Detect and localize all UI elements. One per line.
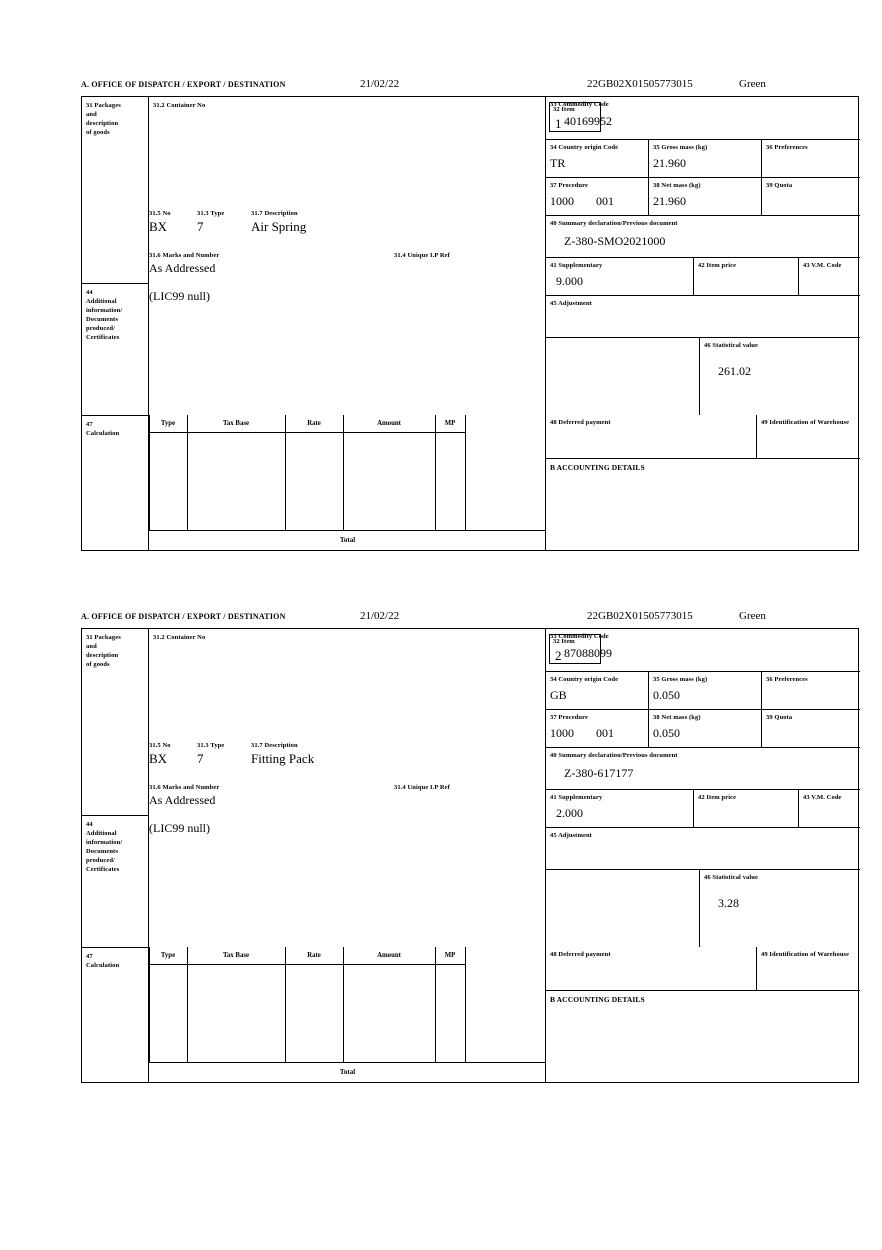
field-31-5-label: 31.5 No <box>149 210 171 217</box>
package-no-value: BX <box>149 219 168 234</box>
field-31-2-label: 31.2 Container No <box>153 102 206 109</box>
field-45-adjustment: 45 Adjustment <box>545 295 860 337</box>
field-49-warehouse-2: 49 Identification of Warehouse <box>756 947 860 990</box>
field-37-procedure-2: 37 Procedure 1000 001 <box>545 709 648 747</box>
field-31-label-2: 31 Packages and description of goods <box>86 634 121 668</box>
field-38-net-mass-2: 38 Net mass (kg) 0.050 <box>648 709 761 747</box>
statistical-value-amount: 261.02 <box>718 364 751 378</box>
field-31-6-label-2: 31.6 Marks and Number <box>149 784 220 791</box>
field-B-accounting-details: B ACCOUNTING DETAILS <box>545 458 860 551</box>
movement-reference-number-2: 22GB02X01505773015 <box>587 610 693 622</box>
additional-information-value: (LIC99 null) <box>149 289 210 303</box>
procedure-code-a-2: 1000 <box>550 726 574 740</box>
procedure-code-b: 001 <box>596 194 614 208</box>
calc-header-mp: MP <box>435 415 465 433</box>
calc-cell-rate <box>285 432 343 531</box>
field-B-accounting-details-2: B ACCOUNTING DETAILS <box>545 990 860 1083</box>
field-40-previous-document: 40 Summary declaration/Previous document Z-380-SMO2021000 <box>545 215 860 257</box>
field-46-statistical-value-2: 46 Statistical value 3.28 <box>699 869 860 947</box>
additional-information-area <box>148 283 545 415</box>
country-origin-value-2: GB <box>550 688 567 702</box>
field-31-4-label: 31.4 Unique I.P Ref <box>394 252 450 259</box>
field-31-2-label-2: 31.2 Container No <box>153 634 206 641</box>
package-type-value: 7 <box>197 219 204 234</box>
commodity-code-value: 40169952 <box>564 114 612 128</box>
customs-declaration-form-item-1 <box>81 78 861 551</box>
calc-total-label: Total <box>339 536 356 544</box>
field-39-quota: 39 Quota <box>761 177 860 215</box>
declaration-box <box>81 96 859 551</box>
field-31-label: 31 Packages and description of goods <box>86 102 121 136</box>
calc-cell-tax-base <box>187 432 285 531</box>
calc-cell-mp <box>435 432 465 531</box>
package-no-value-2: BX <box>149 751 168 766</box>
field-31-4-label-2: 31.4 Unique I.P Ref <box>394 784 450 791</box>
package-type-value-2: 7 <box>197 751 204 766</box>
field-31-5-label-2: 31.5 No <box>149 742 171 749</box>
field-41-supplementary-2: 41 Supplementary 2.000 <box>545 789 693 827</box>
marks-and-number-value-2: As Addressed <box>149 793 216 807</box>
procedure-code-a: 1000 <box>550 194 574 208</box>
field-37-procedure: 37 Procedure 1000 001 <box>545 177 648 215</box>
item-number-value: 1 <box>555 116 562 131</box>
field-34-country-origin-2: 34 Country origin Code GB <box>545 671 648 709</box>
previous-document-value-2: Z-380-617177 <box>564 766 634 780</box>
calc-cell-mp-2 <box>435 964 465 1063</box>
field-38-net-mass: 38 Net mass (kg) 21.960 <box>648 177 761 215</box>
field-48-deferred-payment-2: 48 Deferred payment <box>545 947 756 990</box>
field-35-gross-mass-2: 35 Gross mass (kg) 0.050 <box>648 671 761 709</box>
declaration-box-2 <box>81 628 859 1083</box>
supplementary-value-2: 2.000 <box>556 806 583 820</box>
supplementary-value: 9.000 <box>556 274 583 288</box>
field-44-label-2: 44 Additional information/ Documents produced/ Certificates <box>82 815 148 947</box>
calculation-table <box>148 415 546 551</box>
calc-header-rate-2: Rate <box>285 947 343 965</box>
calc-cell-type <box>149 432 187 531</box>
declaration-date: 21/02/22 <box>360 78 400 90</box>
field-46-statistical-value: 46 Statistical value 261.02 <box>699 337 860 415</box>
goods-description-value: Air Spring <box>251 219 307 234</box>
field-44-label: 44 Additional information/ Documents produced/ Certificates <box>82 283 148 415</box>
field-31-7-label-2: 31.7 Description <box>251 742 298 749</box>
field-32-label-2: 32 Item <box>553 638 575 645</box>
field-43-vm-code-2: 43 V.M. Code <box>798 789 860 827</box>
field-35-gross-mass: 35 Gross mass (kg) 21.960 <box>648 139 761 177</box>
calc-cell-amount-2 <box>343 964 435 1063</box>
field-48-deferred-payment: 48 Deferred payment <box>545 415 756 458</box>
calc-header-tax-base: Tax Base <box>187 415 285 433</box>
procedure-code-b-2: 001 <box>596 726 614 740</box>
calc-header-mp-2: MP <box>435 947 465 965</box>
field-40-previous-document-2: 40 Summary declaration/Previous document Z-380-617177 <box>545 747 860 789</box>
office-of-dispatch-label-2: A. OFFICE OF DISPATCH / EXPORT / DESTINATION <box>81 612 286 621</box>
calc-cell-rate-2 <box>285 964 343 1063</box>
calc-total-label-2: Total <box>339 1068 356 1076</box>
calc-cell-type-2 <box>149 964 187 1063</box>
form-header <box>81 78 861 96</box>
field-47-label-2: 47 Calculation <box>82 947 148 1083</box>
declaration-date-2: 21/02/22 <box>360 610 400 622</box>
office-of-dispatch-label: A. OFFICE OF DISPATCH / EXPORT / DESTINATION <box>81 80 286 89</box>
calc-header-amount: Amount <box>343 415 435 433</box>
customs-declaration-form-item-2 <box>81 610 861 1083</box>
marks-and-number-value: As Addressed <box>149 261 216 275</box>
commodity-code-value-2: 87088099 <box>564 646 612 660</box>
previous-document-value: Z-380-SMO2021000 <box>564 234 666 248</box>
goods-description-value-2: Fitting Pack <box>251 751 315 766</box>
field-42-item-price: 42 Item price <box>693 257 798 295</box>
movement-reference-number: 22GB02X01505773015 <box>587 78 693 90</box>
field-31-6-label: 31.6 Marks and Number <box>149 252 220 259</box>
field-43-vm-code: 43 V.M. Code <box>798 257 860 295</box>
routing-lane: Green <box>739 78 766 90</box>
field-33-commodity-code: 33 Commodity Code 40169952 <box>545 97 860 139</box>
net-mass-value-2: 0.050 <box>653 726 680 740</box>
field-42-item-price-2: 42 Item price <box>693 789 798 827</box>
country-origin-value: TR <box>550 156 566 170</box>
field-31-3-label-2: 31.3 Type <box>197 742 225 749</box>
field-31-7-label: 31.7 Description <box>251 210 298 217</box>
routing-lane-2: Green <box>739 610 766 622</box>
calc-header-amount-2: Amount <box>343 947 435 965</box>
calc-header-rate: Rate <box>285 415 343 433</box>
net-mass-value: 21.960 <box>653 194 686 208</box>
field-39-quota-2: 39 Quota <box>761 709 860 747</box>
calculation-table-2 <box>148 947 546 1083</box>
calc-header-type: Type <box>149 415 187 433</box>
field-36-preferences: 36 Preferences <box>761 139 860 177</box>
field-45-adjustment-2: 45 Adjustment <box>545 827 860 869</box>
form-header-2 <box>81 610 861 628</box>
gross-mass-value: 21.960 <box>653 156 686 170</box>
field-49-warehouse: 49 Identification of Warehouse <box>756 415 860 458</box>
calc-header-type-2: Type <box>149 947 187 965</box>
field-33-commodity-code-2: 33 Commodity Code 87088099 <box>545 629 860 671</box>
additional-information-area-2 <box>148 815 545 947</box>
field-36-preferences-2: 36 Preferences <box>761 671 860 709</box>
gross-mass-value-2: 0.050 <box>653 688 680 702</box>
field-41-supplementary: 41 Supplementary 9.000 <box>545 257 693 295</box>
item-number-value-2: 2 <box>555 648 562 663</box>
field-32-label: 32 Item <box>553 106 575 113</box>
calc-header-tax-base-2: Tax Base <box>187 947 285 965</box>
statistical-value-amount-2: 3.28 <box>718 896 739 910</box>
calc-cell-amount <box>343 432 435 531</box>
additional-information-value-2: (LIC99 null) <box>149 821 210 835</box>
field-47-label: 47 Calculation <box>82 415 148 551</box>
field-34-country-origin: 34 Country origin Code TR <box>545 139 648 177</box>
calc-cell-tax-base-2 <box>187 964 285 1063</box>
field-31-3-label: 31.3 Type <box>197 210 225 217</box>
